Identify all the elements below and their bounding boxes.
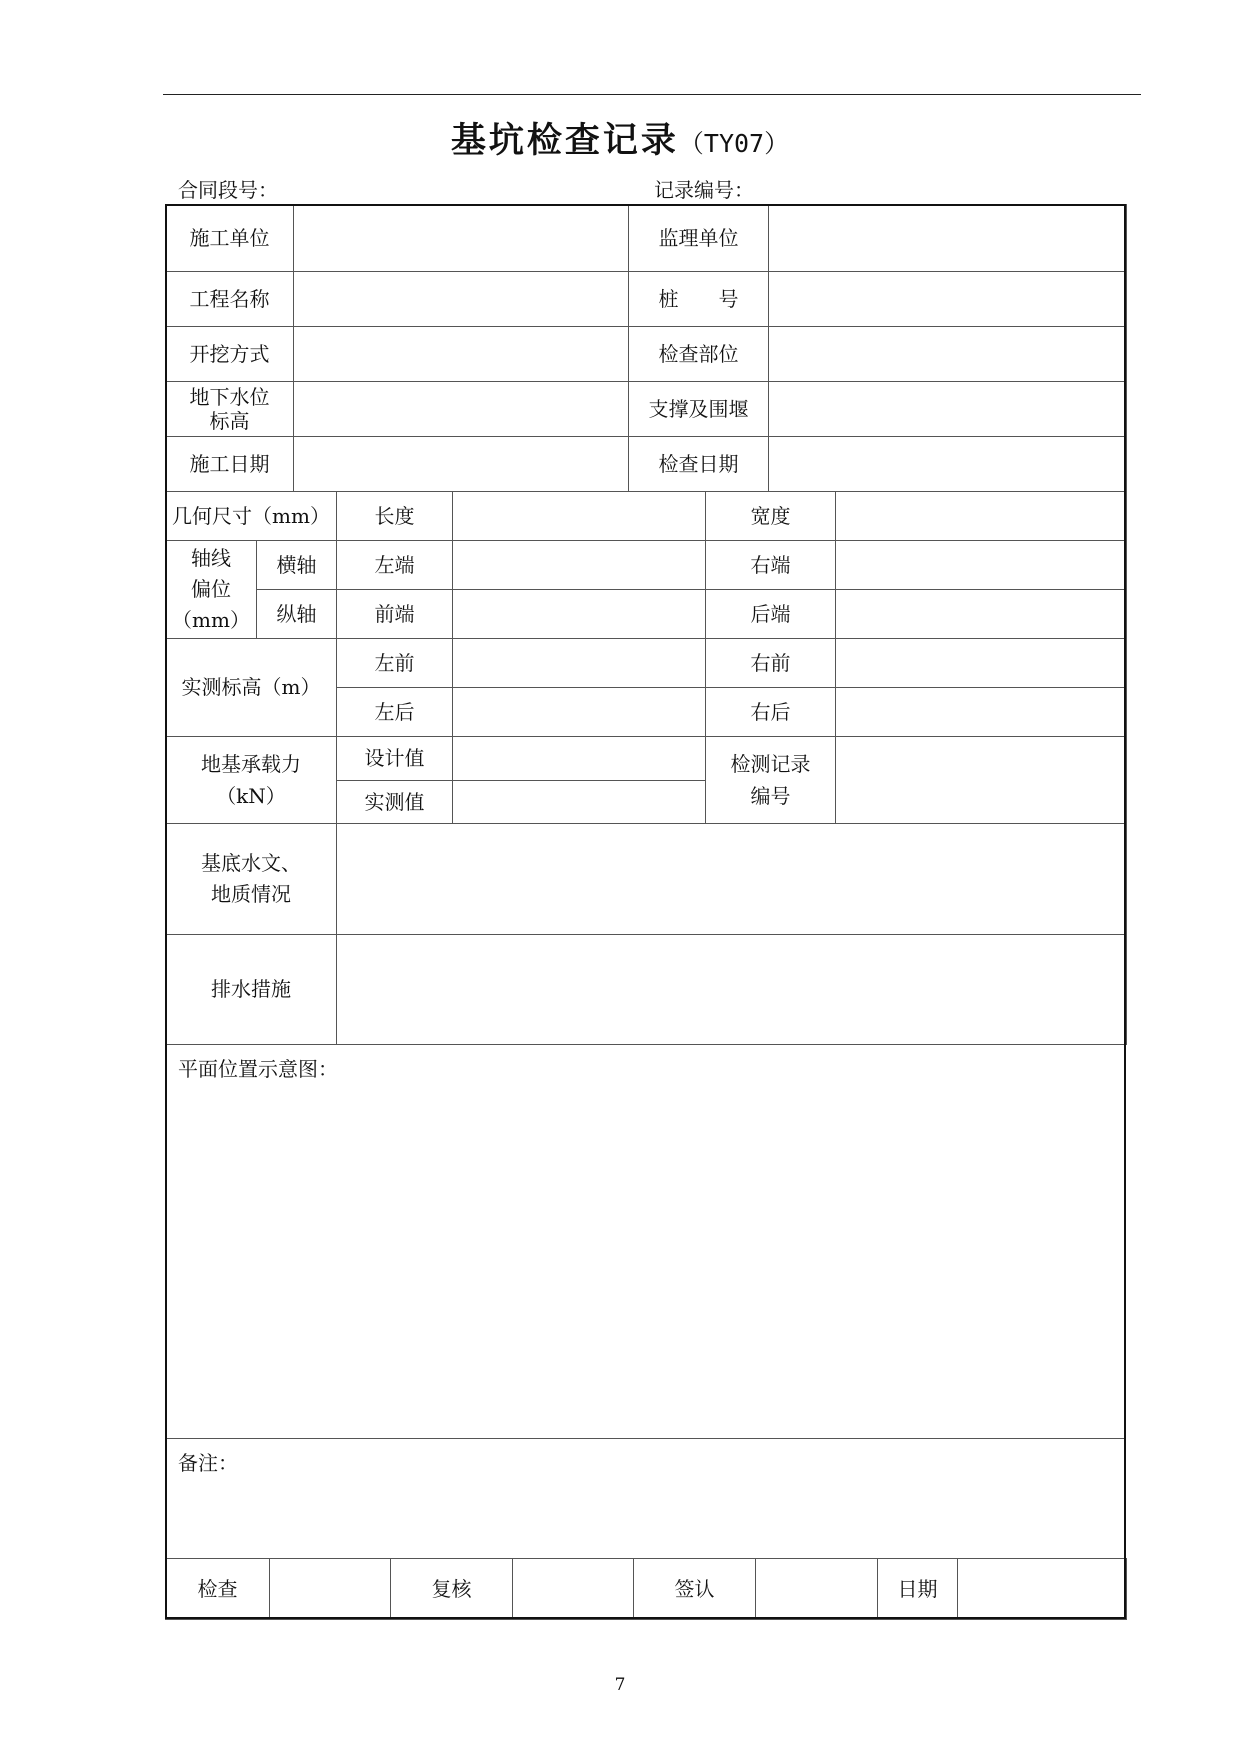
test-record-line2: 编号 — [750, 784, 791, 808]
support-cofferdam-label: 支撑及围堰 — [629, 382, 769, 437]
front-end-value[interactable] — [453, 590, 706, 639]
test-record-number-label — [706, 737, 836, 824]
excavation-method-value[interactable] — [294, 327, 629, 382]
header-rule — [163, 94, 1141, 95]
right-back-label: 右后 — [706, 688, 836, 737]
width-label: 宽度 — [706, 492, 836, 541]
drainage-label: 排水措施 — [166, 935, 337, 1045]
review-label: 复核 — [391, 1559, 513, 1620]
inspection-part-label: 检查部位 — [629, 327, 769, 382]
axis-offset-line2: 偏位 — [191, 577, 231, 601]
drainage-value[interactable] — [337, 935, 1127, 1045]
construction-date-value[interactable] — [294, 437, 629, 492]
pile-number-label: 桩 号 — [629, 272, 769, 327]
support-cofferdam-value[interactable] — [769, 382, 1127, 437]
right-end-label: 右端 — [706, 541, 836, 590]
contract-section-label: 合同段号： — [178, 178, 278, 202]
signature-table — [165, 1558, 1127, 1620]
hydro-geology-label — [166, 824, 337, 935]
confirm-label: 签认 — [634, 1559, 756, 1620]
title-code: （TY07） — [678, 129, 790, 158]
check-signature[interactable] — [270, 1559, 391, 1620]
geometry-label: 几何尺寸（mm） — [166, 492, 337, 541]
horizontal-axis-label: 横轴 — [257, 541, 337, 590]
hydro-geology-line2: 地质情况 — [211, 882, 291, 906]
remarks-label: 备注： — [178, 1451, 238, 1475]
groundwater-elevation-value[interactable] — [294, 382, 629, 437]
inspection-date-label: 检查日期 — [629, 437, 769, 492]
review-signature[interactable] — [513, 1559, 634, 1620]
vertical-axis-label: 纵轴 — [257, 590, 337, 639]
bearing-capacity-label — [166, 737, 337, 824]
construction-unit-value[interactable] — [294, 205, 629, 272]
hydro-geology-line1: 基底水文、 — [201, 851, 301, 875]
groundwater-label-line1: 地下水位 — [189, 385, 270, 409]
bearing-capacity-line2: （kN） — [216, 784, 286, 808]
test-record-line1: 检测记录 — [730, 752, 811, 776]
groundwater-label-line2: 标高 — [209, 409, 250, 433]
excavation-method-label: 开挖方式 — [166, 327, 294, 382]
design-value-label: 设计值 — [337, 737, 453, 781]
record-number-label: 记录编号： — [654, 178, 754, 202]
right-front-label: 右前 — [706, 639, 836, 688]
axis-offset-line3: （mm） — [172, 608, 250, 632]
project-name-label: 工程名称 — [166, 272, 294, 327]
left-front-label: 左前 — [337, 639, 453, 688]
left-end-value[interactable] — [453, 541, 706, 590]
axis-offset-line1: 轴线 — [191, 546, 231, 570]
measured-value-label: 实测值 — [337, 781, 453, 824]
project-name-value[interactable] — [294, 272, 629, 327]
left-front-value[interactable] — [453, 639, 706, 688]
right-back-value[interactable] — [836, 688, 1127, 737]
left-back-label: 左后 — [337, 688, 453, 737]
length-value[interactable] — [453, 492, 706, 541]
back-end-label: 后端 — [706, 590, 836, 639]
construction-date-label: 施工日期 — [166, 437, 294, 492]
basic-info-table — [165, 204, 1127, 492]
construction-unit-label: 施工单位 — [166, 205, 294, 272]
date-label: 日期 — [878, 1559, 958, 1620]
date-value[interactable] — [958, 1559, 1127, 1620]
back-end-value[interactable] — [836, 590, 1127, 639]
supervision-unit-value[interactable] — [769, 205, 1127, 272]
test-record-number-value[interactable] — [836, 737, 1127, 824]
left-back-value[interactable] — [453, 688, 706, 737]
left-end-label: 左端 — [337, 541, 453, 590]
measurement-table — [165, 491, 1127, 1045]
groundwater-elevation-label — [166, 382, 294, 437]
pile-number-value[interactable] — [769, 272, 1127, 327]
page-title — [0, 113, 1240, 163]
front-end-label: 前端 — [337, 590, 453, 639]
title-main: 基坑检查记录 — [450, 120, 679, 161]
right-end-value[interactable] — [836, 541, 1127, 590]
measured-elevation-label: 实测标高（m） — [166, 639, 337, 737]
hydro-geology-value[interactable] — [337, 824, 1127, 935]
length-label: 长度 — [337, 492, 453, 541]
plan-sketch-area[interactable] — [165, 1044, 1126, 1438]
inspection-part-value[interactable] — [769, 327, 1127, 382]
design-value-value[interactable] — [453, 737, 706, 781]
axis-offset-label — [166, 541, 257, 639]
plan-sketch-label: 平面位置示意图： — [178, 1057, 338, 1081]
width-value[interactable] — [836, 492, 1127, 541]
measured-value-value[interactable] — [453, 781, 706, 824]
supervision-unit-label: 监理单位 — [629, 205, 769, 272]
remarks-area[interactable] — [165, 1438, 1126, 1558]
right-front-value[interactable] — [836, 639, 1127, 688]
check-label: 检查 — [166, 1559, 270, 1620]
confirm-signature[interactable] — [756, 1559, 878, 1620]
page-number: 7 — [614, 1675, 626, 1695]
inspection-date-value[interactable] — [769, 437, 1127, 492]
bearing-capacity-line1: 地基承载力 — [201, 752, 301, 776]
